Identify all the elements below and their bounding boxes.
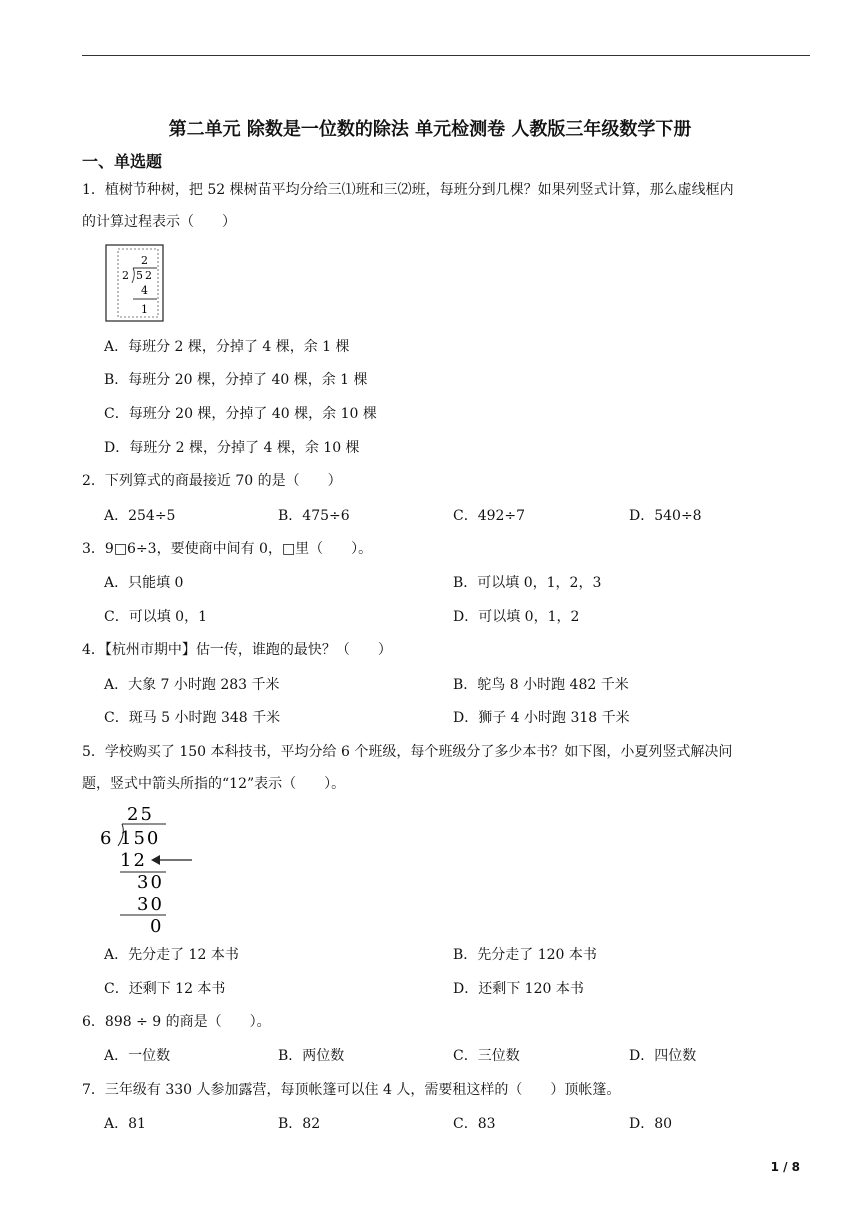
division-figure-q5 [98, 800, 198, 936]
option-c[interactable]: C．83 [453, 1116, 496, 1132]
section-heading: 一、单选题 [82, 152, 163, 171]
option-b[interactable]: B．82 [278, 1116, 321, 1132]
q5-step-12: 12 [120, 850, 147, 871]
option-b[interactable]: B．475÷6 [278, 508, 350, 524]
option-b[interactable]: B．可以填 0，1，2，3 [453, 575, 602, 591]
option-c[interactable]: C．还剩下 12 本书 [104, 981, 226, 997]
option-b[interactable]: B．鸵鸟 8 小时跑 482 千米 [453, 677, 629, 693]
q5-step-30b: 30 [137, 894, 164, 915]
option-b[interactable]: B．先分走了 120 本书 [453, 947, 597, 963]
page-number: 1 / 8 [770, 1160, 800, 1174]
question-stem: 5．学校购买了 150 本科技书，平均分给 6 个班级，每个班级分了多少本书？如下图，小夏列竖式解决问 [82, 744, 733, 760]
q1-product: 4 [141, 284, 148, 297]
option-d[interactable]: D．狮子 4 小时跑 318 千米 [453, 710, 630, 726]
question-stem: 3．9□6÷3，要使商中间有 0，□里（ ）。 [82, 541, 373, 557]
arrow-head [151, 855, 160, 865]
option-c[interactable]: C．三位数 [453, 1048, 520, 1064]
question-stem: 6．898 ÷ 9 的商是（ ）。 [82, 1014, 271, 1030]
option-c[interactable]: C．每班分 20 棵，分掉了 40 棵，余 10 棵 [104, 406, 377, 422]
option-b[interactable]: B．每班分 20 棵，分掉了 40 棵，余 1 棵 [104, 372, 368, 388]
option-a[interactable]: A．每班分 2 棵，分掉了 4 棵，余 1 棵 [104, 339, 350, 355]
option-a[interactable]: A．一位数 [104, 1048, 171, 1064]
option-d[interactable]: D．540÷8 [629, 508, 702, 524]
q5-step-30a: 30 [137, 872, 164, 893]
question-stem: 4．【杭州市期中】估一传，谁跑的最快？（ ） [82, 642, 392, 658]
question-stem: 题，竖式中箭头所指的“12”表示（ ）。 [82, 776, 346, 792]
option-a[interactable]: A．大象 7 小时跑 283 千米 [104, 677, 280, 693]
option-d[interactable]: D．80 [629, 1116, 673, 1132]
q1-quotient: 2 [141, 254, 148, 267]
q5-divisor: 6 [100, 828, 112, 849]
option-c[interactable]: C．可以填 0，1 [104, 609, 207, 625]
option-a[interactable]: A．先分走了 12 本书 [104, 947, 239, 963]
q1-dividend: 52 [136, 269, 154, 282]
option-c[interactable]: C．492÷7 [453, 508, 526, 524]
option-c[interactable]: C．斑马 5 小时跑 348 千米 [104, 710, 281, 726]
q1-remainder: 1 [141, 303, 148, 316]
option-a[interactable]: A．254÷5 [104, 508, 176, 524]
option-a[interactable]: A．只能填 0 [104, 575, 184, 591]
question-stem: 1．植树节种树，把 52 棵树苗平均分给三⑴班和三⑵班，每班分到几棵？如果列竖式计算，那么虚线框内 [82, 182, 734, 198]
q1-divisor: 2 [122, 269, 129, 282]
q5-quotient: 25 [127, 804, 154, 825]
page-title: 第二单元 除数是一位数的除法 单元检测卷 人教版三年级数学下册 [168, 119, 692, 140]
option-d[interactable]: D．还剩下 120 本书 [453, 981, 584, 997]
option-d[interactable]: D．四位数 [629, 1048, 697, 1064]
option-d[interactable]: D．可以填 0，1，2 [453, 609, 580, 625]
option-b[interactable]: B．两位数 [278, 1048, 345, 1064]
question-stem: 7．三年级有 330 人参加露营，每顶帐篷可以住 4 人，需要租这样的（ ）顶帐篷。 [82, 1082, 621, 1098]
division-figure-q1 [105, 244, 165, 324]
option-d[interactable]: D．每班分 2 棵，分掉了 4 棵，余 10 棵 [104, 440, 360, 456]
option-a[interactable]: A．81 [104, 1116, 146, 1132]
question-stem: 的计算过程表示（ ） [82, 214, 236, 230]
question-stem: 2．下列算式的商最接近 70 的是（ ） [82, 473, 342, 489]
q5-remainder: 0 [150, 916, 162, 936]
header-rule [82, 55, 810, 56]
q5-dividend: 150 [120, 828, 161, 849]
